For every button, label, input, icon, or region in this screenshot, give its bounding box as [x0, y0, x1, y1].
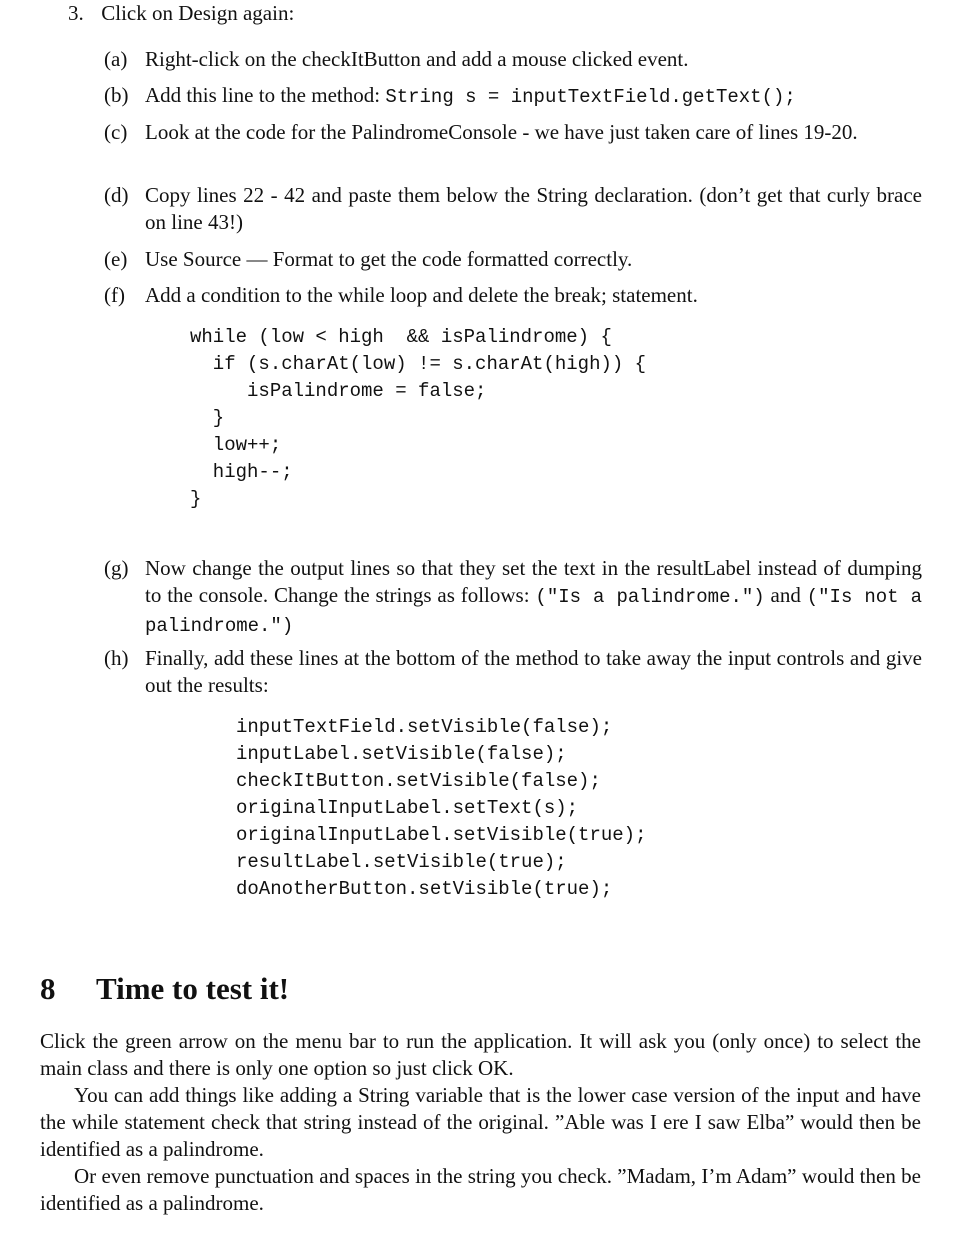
substep-label: (f)	[104, 283, 125, 307]
substep-text-part: Finally, add these lines at the bottom of the method to take away the input controls and give out the results:	[145, 646, 922, 697]
code-line: inputTextField.setVisible(false);	[236, 716, 613, 738]
substep-c	[104, 119, 922, 146]
code-line: originalInputLabel.setText(s);	[236, 797, 579, 819]
section-title: Time to test it!	[96, 971, 290, 1006]
substep-text	[145, 46, 922, 73]
code-line: originalInputLabel.setVisible(true);	[236, 824, 647, 846]
substep-text	[145, 246, 922, 273]
inline-code: String s = inputTextField.getText();	[385, 86, 796, 108]
section-heading	[40, 970, 289, 1008]
code-line: isPalindrome = false;	[190, 380, 487, 402]
substep-e	[104, 246, 922, 273]
substep-text-part: Right-click on the checkItButton and add a mouse clicked event.	[145, 47, 689, 71]
substep-text-part: Copy lines 22 - 42 and paste them below the String declaration. (don’t get that curly brace on line 43!)	[145, 183, 922, 234]
inline-code: ("Is not a palindrome.")	[145, 586, 922, 637]
substep-text-part: Use Source — Format to get the code formatted correctly.	[145, 247, 633, 271]
code-line: high--;	[190, 461, 293, 483]
substep-text	[145, 555, 922, 640]
substep-text-part: Look at the code for the PalindromeConsole - we have just taken care of lines 19-20.	[145, 120, 858, 144]
code-line: resultLabel.setVisible(true);	[236, 851, 567, 873]
code-line: }	[190, 407, 225, 429]
substep-text-part: Now change the output lines so that they set the text in the resultLabel instead of dumping to the console. Change the strings as follows:	[145, 556, 922, 607]
paragraph-run-instructions: Click the green arrow on the menu bar to run the application. It will ask you (only once) to select the main class and there is only one option so just click OK.	[40, 1029, 921, 1080]
substep-a	[104, 46, 922, 73]
substep-label: (a)	[104, 47, 128, 71]
substep-text	[145, 82, 922, 111]
substep-b	[104, 82, 922, 111]
code-line: checkItButton.setVisible(false);	[236, 770, 601, 792]
final-code-block	[236, 714, 646, 903]
step-text: Click on Design again:	[101, 1, 295, 25]
substep-label: (b)	[104, 83, 129, 107]
substep-label: (e)	[104, 247, 128, 271]
while-loop-code	[190, 324, 646, 513]
substep-text-part: Add a condition to the while loop and delete the break; statement.	[145, 283, 698, 307]
substep-label: (c)	[104, 120, 128, 144]
substep-f	[104, 282, 922, 309]
paragraph-punctuation-tip: Or even remove punctuation and spaces in the string you check. ”Madam, I’m Adam” would then be identified as a palindrome.	[40, 1164, 921, 1215]
substep-text	[145, 282, 922, 309]
substep-text	[145, 182, 922, 236]
code-line: inputLabel.setVisible(false);	[236, 743, 567, 765]
step-number: 3.	[68, 1, 84, 25]
substep-d	[104, 182, 922, 236]
substep-label: (h)	[104, 646, 129, 670]
step-3	[68, 0, 928, 27]
substep-text	[145, 119, 922, 146]
inline-code: ("Is a palindrome.")	[535, 586, 765, 608]
code-line: while (low < high && isPalindrome) {	[190, 326, 612, 348]
substep-text	[145, 645, 922, 699]
code-line: low++;	[190, 434, 282, 456]
substep-h	[104, 645, 922, 699]
substep-text-part: Add this line to the method:	[145, 83, 386, 107]
code-line: }	[190, 488, 202, 510]
code-line: doAnotherButton.setVisible(true);	[236, 878, 613, 900]
substep-label: (d)	[104, 183, 129, 207]
substep-text-part: and	[764, 583, 807, 607]
substep-label: (g)	[104, 556, 129, 580]
substep-g	[104, 555, 922, 640]
paragraph-lowercase-tip: You can add things like adding a String variable that is the lower case version of the input and have the while statement check that string instead of the original. ”Able was I ere I saw Elba” would then be identified as a palindrome.	[40, 1083, 921, 1161]
section-number: 8	[40, 971, 56, 1006]
code-line: if (s.charAt(low) != s.charAt(high)) {	[190, 353, 647, 375]
